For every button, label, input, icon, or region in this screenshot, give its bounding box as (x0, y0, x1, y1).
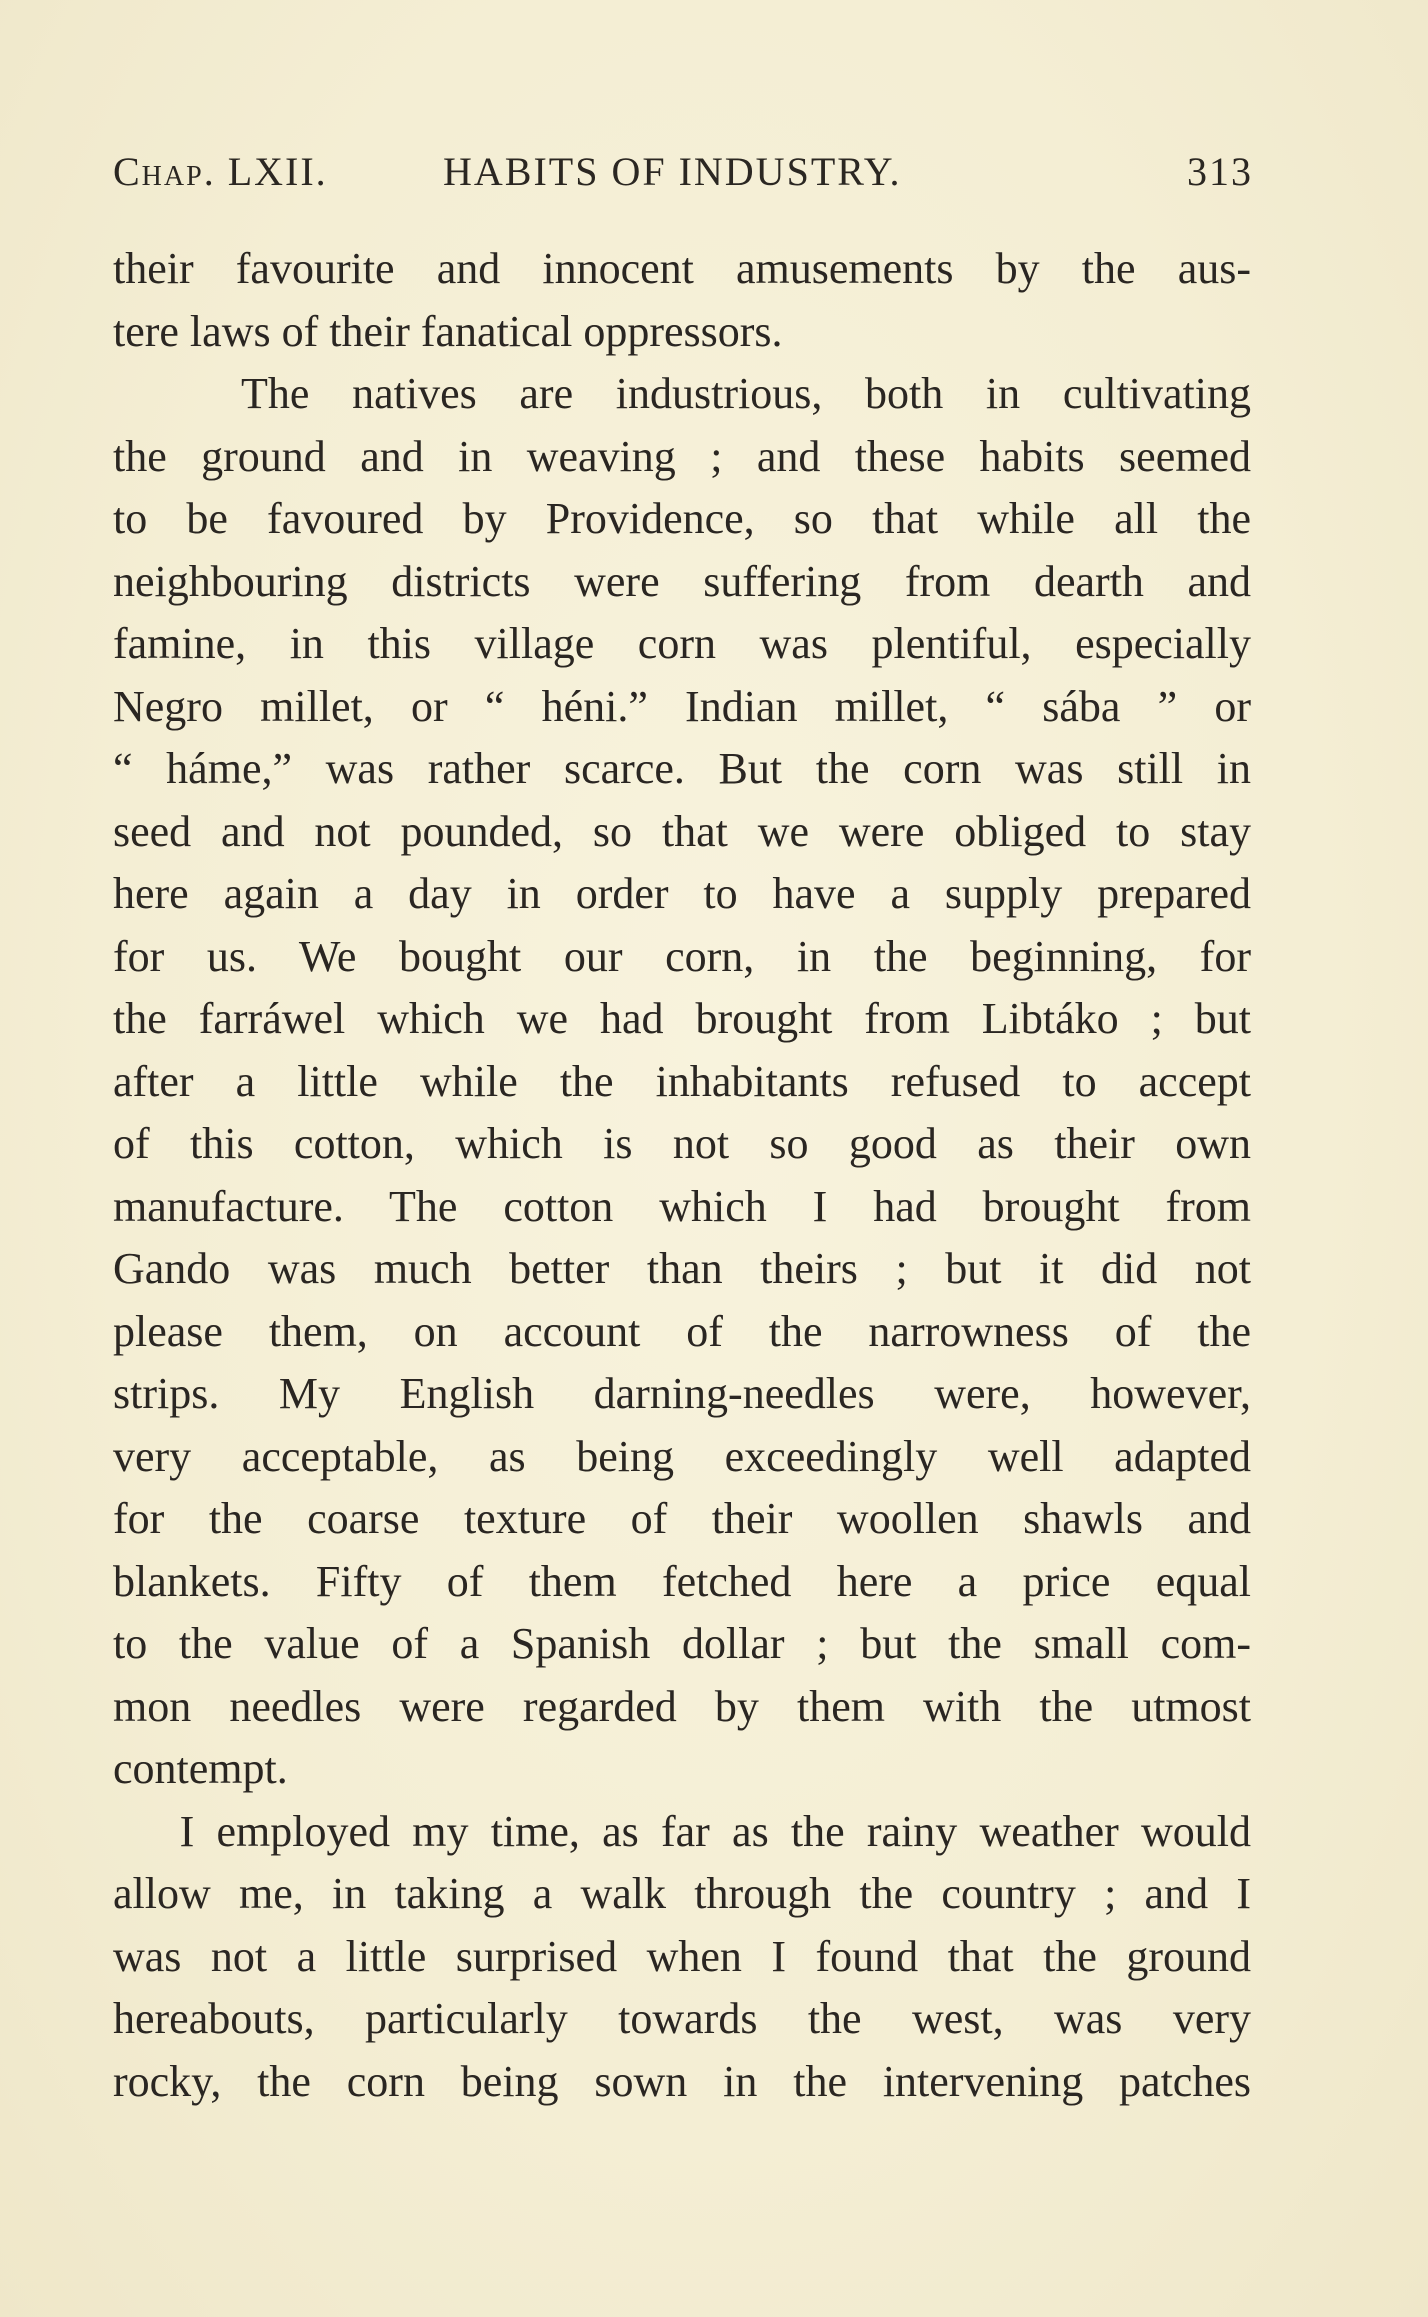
text-line: please them, on account of the narrowness of the (113, 1306, 1251, 1356)
text-line: tere laws of their fanatical oppressors. (113, 306, 783, 356)
text-line: I employed my time, as far as the rainy weather would (113, 1806, 1251, 1856)
text-line: the ground and in weaving ; and these habits seemed (113, 431, 1251, 481)
text-line: here again a day in order to have a supply prepared (113, 869, 1251, 918)
page-number: 313 (1187, 149, 1253, 194)
text-line: mon needles were regarded by them with the utmost (113, 1681, 1251, 1731)
running-title: HABITS OF INDUSTRY. (443, 149, 902, 194)
text-line: after a little while the inhabitants refused to accept (113, 1056, 1251, 1106)
text-line: the farráwel which we had brought from Libtáko ; but (113, 994, 1251, 1043)
text-line: neighbouring districts were suffering from dearth and (113, 556, 1251, 606)
text-line: was not a little surprised when I found that the ground (113, 1931, 1251, 1981)
text-line: strips. My English darning-needles were, however, (113, 1369, 1251, 1418)
text-line: manufacture. The cotton which I had brought from (113, 1181, 1251, 1231)
text-line: Gando was much better than theirs ; but it did not (113, 1244, 1251, 1293)
text-line: allow me, in taking a walk through the country ; and I (113, 1869, 1251, 1918)
text-line: famine, in this village corn was plentiful, especially (113, 619, 1251, 668)
chapter-label: Chap. LXII. (113, 149, 328, 194)
text-line: to the value of a Spanish dollar ; but the small com- (113, 1619, 1251, 1668)
text-line: very acceptable, as being exceedingly well adapted (113, 1431, 1251, 1481)
text-line: for us. We bought our corn, in the beginning, for (113, 931, 1251, 981)
text-line: blankets. Fifty of them fetched here a price equal (113, 1556, 1251, 1606)
text-line: contempt. (113, 1744, 288, 1793)
text-line: their favourite and innocent amusements by the aus- (113, 244, 1251, 293)
page-header (113, 148, 1253, 208)
text-line: for the coarse texture of their woollen shawls and (113, 1494, 1251, 1543)
text-line: “ háme,” was rather scarce. But the corn was still in (113, 744, 1251, 793)
text-line: rocky, the corn being sown in the intervening patches (113, 2056, 1251, 2106)
text-line: to be favoured by Providence, so that while all the (113, 494, 1251, 543)
text-line: of this cotton, which is not so good as their own (113, 1119, 1251, 1168)
text-line: The natives are industrious, both in cultivating (113, 369, 1251, 418)
body-text (113, 238, 1251, 2113)
text-line: seed and not pounded, so that we were obliged to stay (113, 806, 1251, 856)
text-line: Negro millet, or “ héni.” Indian millet, “ sába ” or (113, 681, 1251, 731)
text-line: hereabouts, particularly towards the west, was very (113, 1994, 1251, 2043)
